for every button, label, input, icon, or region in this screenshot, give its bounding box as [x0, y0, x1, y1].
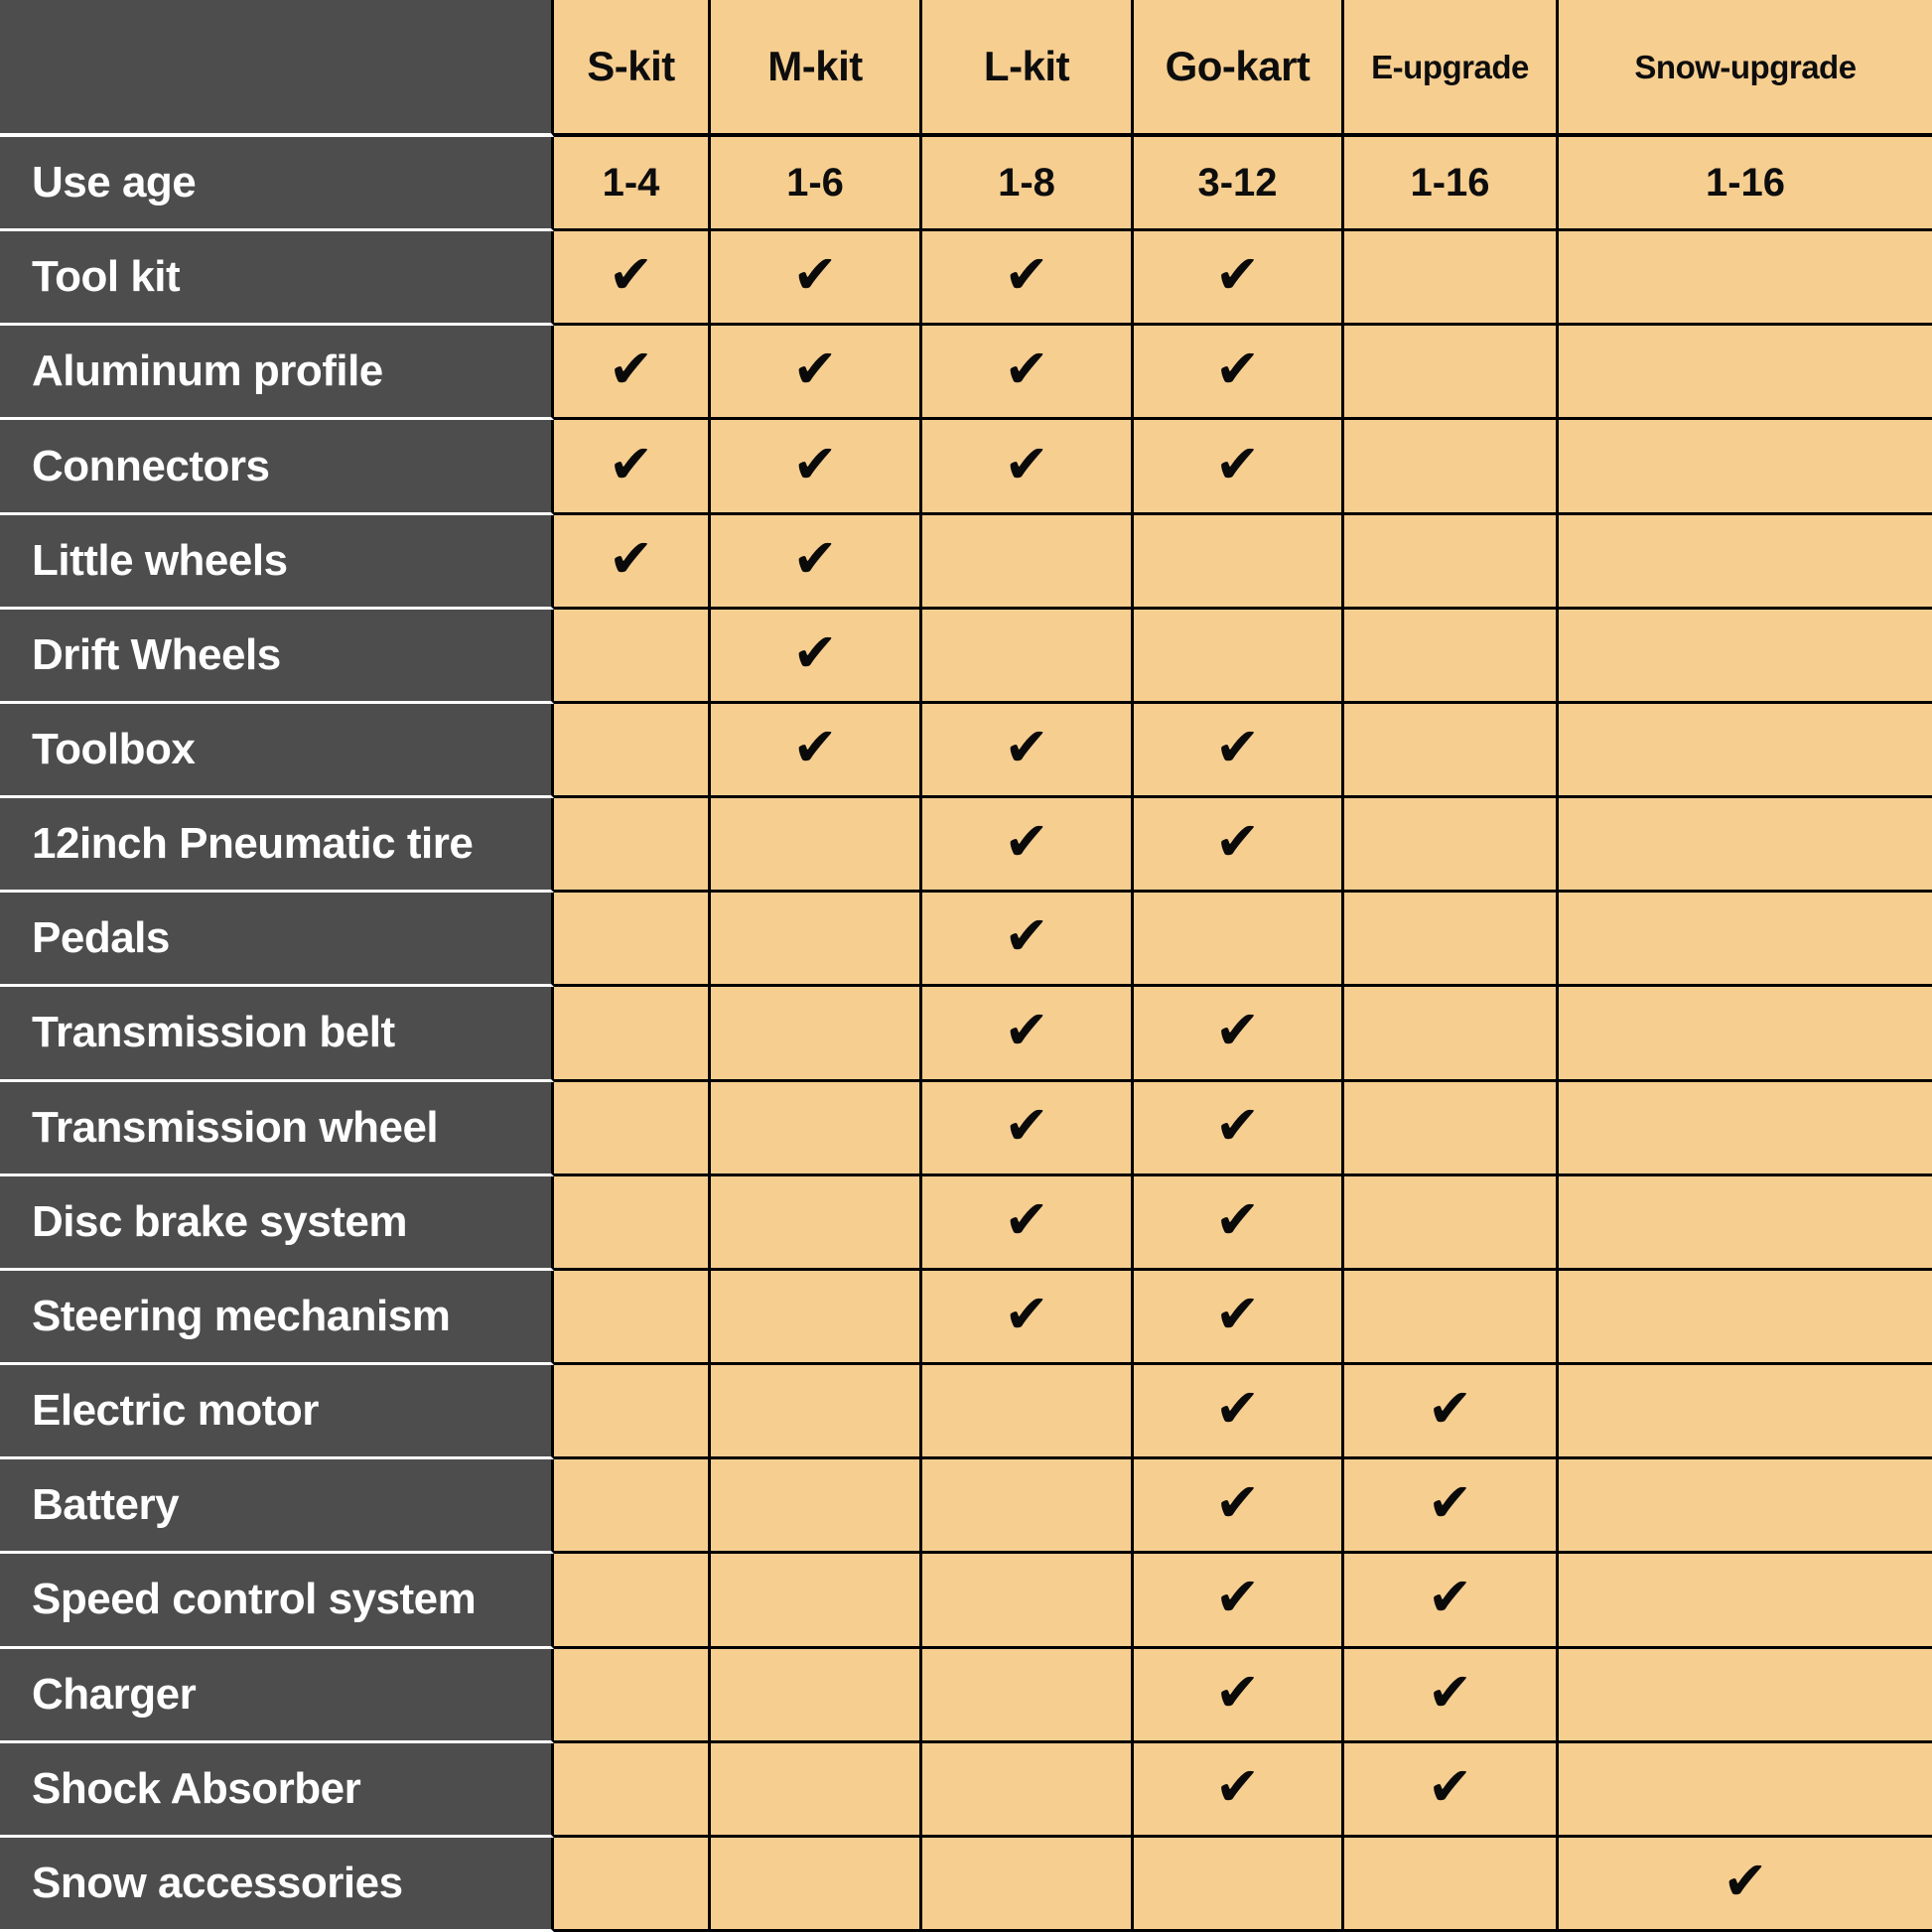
checkmark-icon: ✔: [608, 245, 654, 306]
row-label-transmission-wheel: Transmission wheel: [0, 1082, 554, 1176]
empty-cell: [1344, 326, 1559, 420]
empty-cell: [554, 1649, 711, 1743]
empty-cell: [1134, 893, 1344, 987]
empty-cell: [554, 1365, 711, 1459]
row-label-battery: Battery: [0, 1459, 554, 1554]
checkmark-icon: ✔: [1004, 812, 1049, 873]
empty-cell: [711, 987, 922, 1081]
check-cell: [922, 1176, 1134, 1271]
row-label-pedals: Pedals: [0, 893, 554, 987]
checkmark-icon: ✔: [1214, 1095, 1261, 1156]
column-header-s-kit: S-kit: [554, 0, 711, 137]
check-cell: [1134, 704, 1344, 798]
checkmark-icon: ✔: [792, 340, 838, 400]
checkmark-icon: ✔: [1214, 1001, 1261, 1061]
row-label-snow-accessories: Snow accessories: [0, 1838, 554, 1932]
empty-cell: [1344, 1271, 1559, 1365]
column-header-go-kart: Go-kart: [1134, 0, 1344, 137]
empty-cell: [711, 1649, 922, 1743]
row-label-use-age: Use age: [0, 137, 554, 231]
row-label-toolbox: Toolbox: [0, 704, 554, 798]
empty-cell: [1344, 798, 1559, 893]
check-cell: [922, 1271, 1134, 1365]
checkmark-icon: ✔: [1004, 245, 1049, 306]
empty-cell: [922, 515, 1134, 610]
checkmark-icon: ✔: [792, 434, 838, 494]
check-cell: [1134, 1082, 1344, 1176]
empty-cell: [554, 1459, 711, 1554]
check-cell: [1134, 1365, 1344, 1459]
checkmark-icon: ✔: [1214, 1756, 1261, 1817]
check-cell: [922, 704, 1134, 798]
empty-cell: [711, 1838, 922, 1932]
empty-cell: [1344, 1082, 1559, 1176]
checkmark-icon: ✔: [1214, 1189, 1261, 1250]
checkmark-icon: ✔: [1214, 340, 1261, 400]
column-header-snow-upgrade: Snow-upgrade: [1559, 0, 1932, 137]
row-label-transmission-belt: Transmission belt: [0, 987, 554, 1081]
empty-cell: [554, 1554, 711, 1648]
checkmark-icon: ✔: [1214, 434, 1261, 494]
value-cell: 1-16: [1344, 137, 1559, 231]
checkmark-icon: ✔: [1214, 812, 1261, 873]
checkmark-icon: ✔: [608, 434, 654, 494]
empty-cell: [1344, 1176, 1559, 1271]
check-cell: [1344, 1743, 1559, 1838]
empty-cell: [1134, 1838, 1344, 1932]
empty-cell: [554, 1176, 711, 1271]
row-label-shock-absorber: Shock Absorber: [0, 1743, 554, 1838]
check-cell: [1134, 987, 1344, 1081]
empty-cell: [922, 1554, 1134, 1648]
checkmark-icon: ✔: [1004, 1189, 1049, 1250]
check-cell: [922, 326, 1134, 420]
empty-cell: [1559, 798, 1932, 893]
check-cell: [1134, 231, 1344, 326]
empty-cell: [1559, 893, 1932, 987]
checkmark-icon: ✔: [1214, 1662, 1261, 1723]
empty-cell: [1559, 610, 1932, 704]
checkmark-icon: ✔: [1214, 1473, 1261, 1534]
check-cell: [922, 893, 1134, 987]
empty-cell: [554, 1271, 711, 1365]
empty-cell: [1559, 1649, 1932, 1743]
empty-cell: [1559, 704, 1932, 798]
empty-cell: [922, 1743, 1134, 1838]
checkmark-icon: ✔: [1214, 245, 1261, 306]
empty-cell: [554, 798, 711, 893]
checkmark-icon: ✔: [1427, 1379, 1473, 1440]
empty-cell: [711, 1459, 922, 1554]
check-cell: [1344, 1365, 1559, 1459]
check-cell: [711, 420, 922, 514]
row-label-aluminum-profile: Aluminum profile: [0, 326, 554, 420]
column-header-e-upgrade: E-upgrade: [1344, 0, 1559, 137]
empty-cell: [554, 704, 711, 798]
checkmark-icon: ✔: [1004, 1001, 1049, 1061]
empty-cell: [922, 1459, 1134, 1554]
column-header-m-kit: M-kit: [711, 0, 922, 137]
checkmark-icon: ✔: [608, 528, 654, 589]
check-cell: [711, 231, 922, 326]
value-cell: 1-6: [711, 137, 922, 231]
empty-cell: [1134, 515, 1344, 610]
empty-cell: [1559, 515, 1932, 610]
row-label-disc-brake-system: Disc brake system: [0, 1176, 554, 1271]
empty-cell: [1344, 610, 1559, 704]
check-cell: [554, 326, 711, 420]
empty-cell: [554, 893, 711, 987]
check-cell: [1344, 1554, 1559, 1648]
check-cell: [711, 515, 922, 610]
empty-cell: [1344, 231, 1559, 326]
checkmark-icon: ✔: [792, 245, 838, 306]
check-cell: [1134, 1176, 1344, 1271]
checkmark-icon: ✔: [1214, 1379, 1261, 1440]
empty-cell: [1559, 1365, 1932, 1459]
empty-cell: [711, 1082, 922, 1176]
checkmark-icon: ✔: [1004, 340, 1049, 400]
check-cell: [1134, 1271, 1344, 1365]
row-label-drift-wheels: Drift Wheels: [0, 610, 554, 704]
check-cell: [1134, 326, 1344, 420]
checkmark-icon: ✔: [792, 718, 838, 778]
check-cell: [922, 798, 1134, 893]
empty-cell: [1559, 1271, 1932, 1365]
empty-cell: [711, 1176, 922, 1271]
check-cell: [922, 987, 1134, 1081]
check-cell: [1134, 420, 1344, 514]
check-cell: [554, 231, 711, 326]
empty-cell: [1559, 231, 1932, 326]
check-cell: [1344, 1459, 1559, 1554]
empty-cell: [711, 1271, 922, 1365]
empty-cell: [922, 1365, 1134, 1459]
row-label-steering-mechanism: Steering mechanism: [0, 1271, 554, 1365]
check-cell: [711, 610, 922, 704]
check-cell: [711, 326, 922, 420]
value-cell: 3-12: [1134, 137, 1344, 231]
check-cell: [1134, 1743, 1344, 1838]
checkmark-icon: ✔: [1427, 1756, 1473, 1817]
empty-cell: [1559, 420, 1932, 514]
check-cell: [1134, 1649, 1344, 1743]
table-corner-cell: [0, 0, 554, 137]
checkmark-icon: ✔: [1004, 906, 1049, 967]
check-cell: [1134, 1554, 1344, 1648]
empty-cell: [554, 1082, 711, 1176]
checkmark-icon: ✔: [1427, 1662, 1473, 1723]
checkmark-icon: ✔: [608, 340, 654, 400]
empty-cell: [1559, 987, 1932, 1081]
check-cell: [1134, 1459, 1344, 1554]
row-label-12inch-pneumatic-tire: 12inch Pneumatic tire: [0, 798, 554, 893]
empty-cell: [1344, 987, 1559, 1081]
empty-cell: [554, 1743, 711, 1838]
check-cell: [554, 515, 711, 610]
row-label-tool-kit: Tool kit: [0, 231, 554, 326]
empty-cell: [1344, 1838, 1559, 1932]
row-label-connectors: Connectors: [0, 420, 554, 514]
empty-cell: [711, 1743, 922, 1838]
empty-cell: [1344, 893, 1559, 987]
empty-cell: [554, 987, 711, 1081]
row-label-speed-control-system: Speed control system: [0, 1554, 554, 1648]
empty-cell: [1559, 1459, 1932, 1554]
empty-cell: [1559, 1743, 1932, 1838]
value-cell: 1-8: [922, 137, 1134, 231]
checkmark-icon: ✔: [1004, 434, 1049, 494]
value-cell: 1-16: [1559, 137, 1932, 231]
checkmark-icon: ✔: [1214, 1284, 1261, 1344]
empty-cell: [922, 1649, 1134, 1743]
checkmark-icon: ✔: [1004, 1095, 1049, 1156]
check-cell: [922, 231, 1134, 326]
checkmark-icon: ✔: [1723, 1851, 1768, 1911]
checkmark-icon: ✔: [1214, 1568, 1261, 1628]
check-cell: [1344, 1649, 1559, 1743]
checkmark-icon: ✔: [1214, 718, 1261, 778]
checkmark-icon: ✔: [1427, 1473, 1473, 1534]
checkmark-icon: ✔: [792, 622, 838, 683]
checkmark-icon: ✔: [1004, 1284, 1049, 1344]
empty-cell: [1134, 610, 1344, 704]
empty-cell: [554, 610, 711, 704]
checkmark-icon: ✔: [1427, 1568, 1473, 1628]
empty-cell: [922, 1838, 1134, 1932]
check-cell: [922, 420, 1134, 514]
check-cell: [554, 420, 711, 514]
row-label-charger: Charger: [0, 1649, 554, 1743]
checkmark-icon: ✔: [1004, 718, 1049, 778]
check-cell: [711, 704, 922, 798]
value-cell: 1-4: [554, 137, 711, 231]
empty-cell: [711, 893, 922, 987]
empty-cell: [1559, 326, 1932, 420]
row-label-electric-motor: Electric motor: [0, 1365, 554, 1459]
check-cell: [922, 1082, 1134, 1176]
empty-cell: [1344, 420, 1559, 514]
empty-cell: [1559, 1554, 1932, 1648]
check-cell: [1134, 798, 1344, 893]
empty-cell: [1559, 1082, 1932, 1176]
check-cell: [1559, 1838, 1932, 1932]
empty-cell: [1344, 515, 1559, 610]
column-header-l-kit: L-kit: [922, 0, 1134, 137]
checkmark-icon: ✔: [792, 528, 838, 589]
empty-cell: [711, 1365, 922, 1459]
empty-cell: [711, 1554, 922, 1648]
empty-cell: [1344, 704, 1559, 798]
row-label-little-wheels: Little wheels: [0, 515, 554, 610]
empty-cell: [554, 1838, 711, 1932]
empty-cell: [711, 798, 922, 893]
empty-cell: [922, 610, 1134, 704]
empty-cell: [1559, 1176, 1932, 1271]
